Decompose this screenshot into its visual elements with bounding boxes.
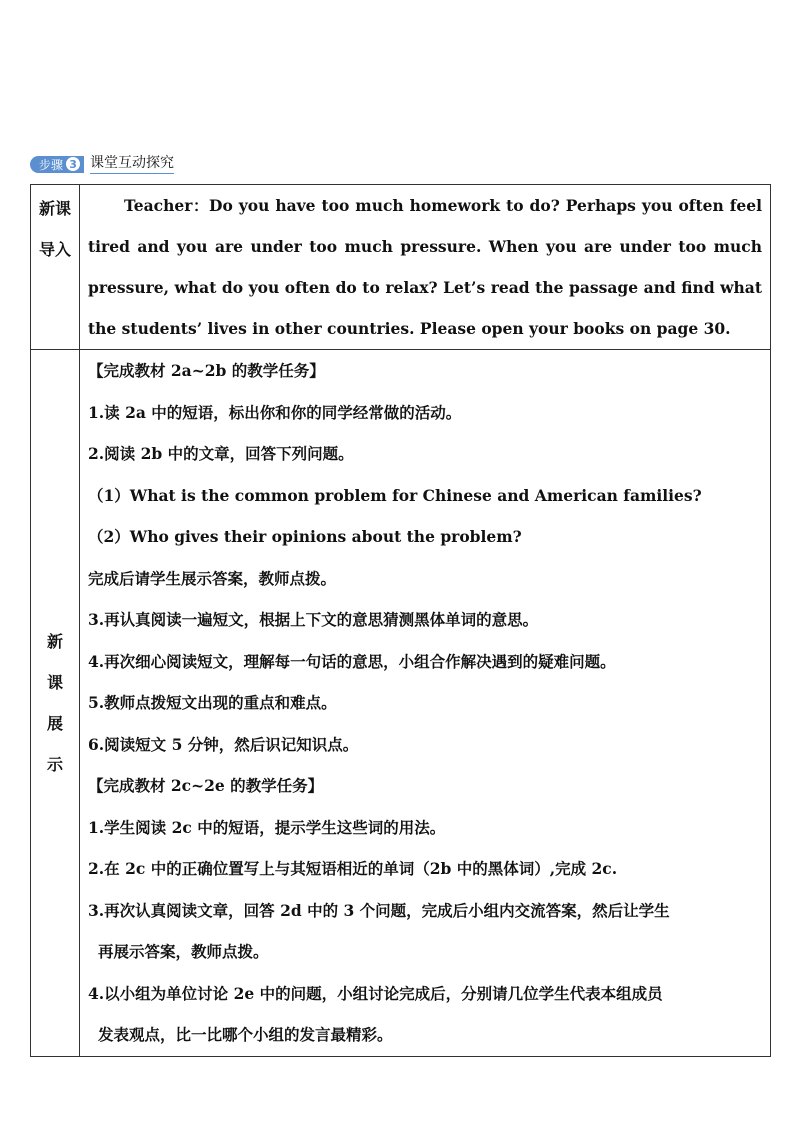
step-badge bbox=[30, 156, 84, 173]
task-line: 3.再认真阅读一遍短文，根据上下文的意思猜测黑体单词的意思。 bbox=[88, 610, 539, 629]
show-side-char: 新 bbox=[46, 631, 63, 651]
question-line: （2）Who gives their opinions about the problem? bbox=[88, 527, 522, 546]
intro-side-label-2: 导入 bbox=[38, 240, 71, 259]
section-heading-2c-2e: 【完成教材 2c~2e 的教学任务】 bbox=[88, 776, 324, 795]
intro-content bbox=[80, 185, 771, 350]
task-line-4a: 4.以小组为单位讨论 2e 中的问题，小组讨论完成后，分别请几位学生代表本组成员 bbox=[88, 983, 663, 1003]
step-title: 课堂互动探究 bbox=[90, 155, 174, 174]
show-content bbox=[80, 350, 771, 1057]
step-badge-label: 步骤 bbox=[39, 157, 64, 172]
task-line-4b: 发表观点，比一比哪个小组的发言最精彩。 bbox=[98, 1025, 393, 1044]
task-line: 完成后请学生展示答案，教师点拨。 bbox=[88, 568, 337, 588]
task-line-3-cont bbox=[88, 931, 762, 973]
step-header bbox=[30, 154, 174, 174]
show-side-label bbox=[31, 350, 80, 1057]
step-number: 3 bbox=[66, 157, 80, 171]
task-line-3a: 3.再次认真阅读文章，回答 2d 中的 3 个问题，完成后小组内交流答案，然后让学生 bbox=[88, 900, 670, 920]
task-line-3b: 再展示答案，教师点拨。 bbox=[98, 942, 269, 961]
show-row bbox=[31, 350, 771, 1057]
intro-side-label-1: 新课 bbox=[38, 199, 71, 218]
intro-side-label bbox=[31, 185, 80, 350]
intro-text: Teacher：Do you have too much homework to do? Perhaps you often feel tired and you are under too much pressure. When you are under too much pressure, what do you often do to relax? Let’s read the passage and find what the students’ lives in other countries. Please open your books on page 30. bbox=[88, 196, 762, 338]
task-line: 6.阅读短文 5 分钟，然后识记知识点。 bbox=[88, 734, 359, 754]
task-line-4-cont bbox=[88, 1014, 762, 1056]
task-line: 1.学生阅读 2c 中的短语，提示学生这些词的用法。 bbox=[88, 817, 446, 837]
task-line: 2.阅读 2b 中的文章，回答下列问题。 bbox=[88, 444, 354, 463]
task-line-4 bbox=[88, 973, 762, 1015]
question-line: （1）What is the common problem for Chinese and American families? bbox=[88, 485, 702, 505]
show-side-char: 课 bbox=[46, 672, 63, 692]
section-heading-2a-2b: 【完成教材 2a~2b 的教学任务】 bbox=[88, 361, 325, 380]
task-line: 2.在 2c 中的正确位置写上与其短语相近的单词（2b 中的黑体词）,完成 2c. bbox=[88, 859, 618, 878]
show-side-char: 示 bbox=[46, 754, 63, 774]
intro-row bbox=[31, 185, 771, 350]
show-side-char: 展 bbox=[46, 713, 63, 733]
task-line: 5.教师点拨短文出现的重点和难点。 bbox=[88, 693, 337, 712]
task-line: 1.读 2a 中的短语，标出你和你的同学经常做的活动。 bbox=[88, 402, 462, 422]
task-line: 4.再次细心阅读短文，理解每一句话的意思，小组合作解决遇到的疑难问题。 bbox=[88, 651, 616, 671]
lesson-table bbox=[30, 184, 771, 1057]
task-line-3 bbox=[88, 890, 762, 932]
